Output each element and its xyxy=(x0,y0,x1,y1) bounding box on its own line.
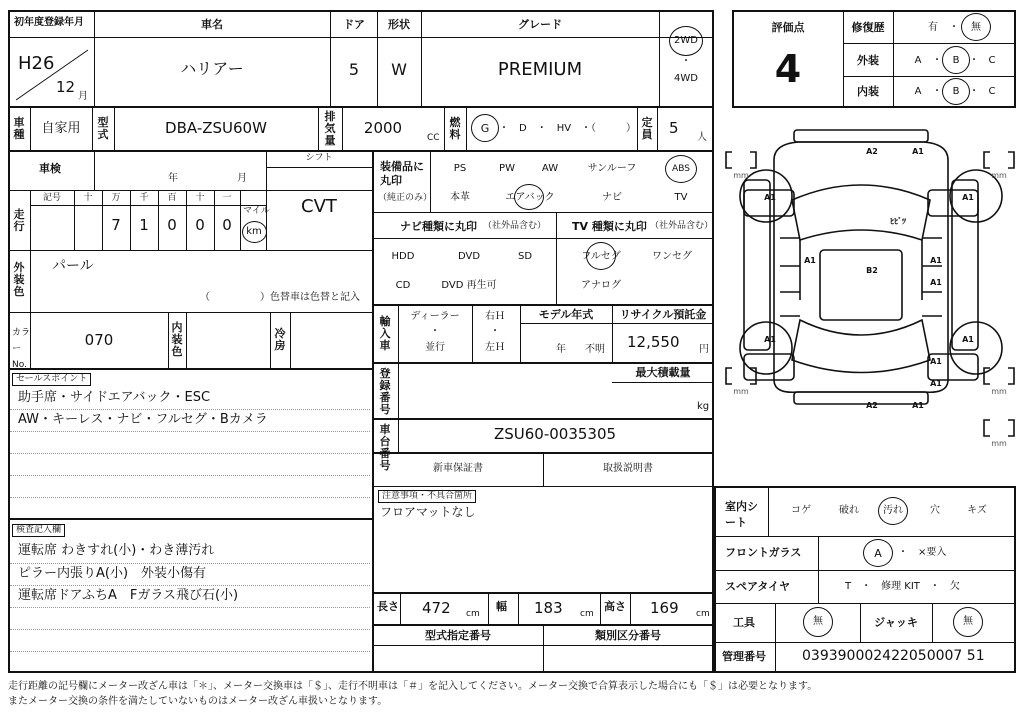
fuel-rest: ・ D ・ HV ・（ ） xyxy=(499,123,637,134)
fuel-g: G xyxy=(480,122,490,135)
int-grade-b: B xyxy=(952,86,960,97)
km-label: km xyxy=(246,226,262,237)
digit-header-4: 百 xyxy=(167,193,177,203)
equip-sunroof: サンルーフ xyxy=(587,163,637,174)
width-cm: cm xyxy=(580,609,594,619)
mark-b2: B2 xyxy=(866,266,878,275)
warranty-label: 新車保証書 xyxy=(433,463,483,474)
shift-label: シフト xyxy=(305,153,333,163)
spare-items: T ・ 修理 KIT ・ 欠 xyxy=(845,581,960,592)
model-value: DBA-ZSU60W xyxy=(165,119,267,137)
check-label: 検査記入欄 xyxy=(12,524,65,537)
ext-grade-b: B xyxy=(952,55,960,66)
jack-label: ジャッキ xyxy=(874,616,918,629)
seat-kizu: キズ xyxy=(967,505,987,516)
doors-value: 5 xyxy=(348,60,360,79)
digit-ichi: 0 xyxy=(222,216,232,234)
car-damage-diagram xyxy=(722,120,1020,480)
chassis-value: ZSU60-0035305 xyxy=(493,425,617,443)
control-number: 039390002422050007 51 xyxy=(802,648,985,664)
mark-a1-l1: A1 xyxy=(804,256,816,265)
tv-fullseg: フルセグ xyxy=(581,251,621,262)
tools-value: 無 xyxy=(813,616,823,627)
tv-sub: （社外品含む） xyxy=(650,221,714,231)
car-name: ハリアー xyxy=(180,59,244,78)
footer-line-2: またメーター交換の条件を満たしていないものはメーター改ざん車扱いとなります。 xyxy=(8,696,388,707)
capacity-label: 定員 xyxy=(641,116,653,141)
first-reg-label: 初年度登録年月 xyxy=(14,17,84,28)
mm-spare: mm xyxy=(991,439,1007,448)
capacity-unit: 人 xyxy=(697,132,707,143)
import-right-h: 右Ｈ xyxy=(485,311,505,322)
int-sep-2: ・ xyxy=(969,86,979,97)
navi-dvd: DVD xyxy=(457,251,481,262)
score-value: 4 xyxy=(774,47,802,91)
score-label: 評価点 xyxy=(771,21,805,34)
jack-value: 無 xyxy=(963,616,973,627)
control-label: 管理番号 xyxy=(722,650,766,663)
mark-a1-r4: A1 xyxy=(930,379,942,388)
int-sep-1: ・ xyxy=(932,86,942,97)
ext-color-value: パール xyxy=(52,258,94,274)
mark-a1-top: A1 xyxy=(912,147,924,156)
repair-sep: ・ xyxy=(949,22,959,33)
length-label: 長さ xyxy=(377,600,399,613)
repair-label: 修復歴 xyxy=(851,21,885,34)
mark-a1-fr: A1 xyxy=(962,193,974,202)
shift-value: CVT xyxy=(301,196,337,217)
tv-label: TV 種類に丸印 xyxy=(572,220,647,233)
reg-month-unit: 月 xyxy=(78,91,88,102)
digit-header-0: 記号 xyxy=(42,193,62,203)
glass-label: フロントガラス xyxy=(725,546,802,559)
import-dot-2: ・ xyxy=(490,326,500,337)
height-cm: cm xyxy=(696,609,710,619)
navi-dvd-play: DVD 再生可 xyxy=(441,280,497,291)
car-name-label: 車名 xyxy=(201,18,223,31)
repair-yes: 有 xyxy=(928,22,938,33)
tv-oneseg: ワンセグ xyxy=(652,251,692,262)
equipment-sub: （純正のみ） xyxy=(378,193,433,203)
equipment-label: 装備品に丸印 xyxy=(380,160,424,187)
tv-analog: アナログ xyxy=(581,280,621,291)
drive-4wd: 4WD xyxy=(674,73,698,84)
navi-hdd: HDD xyxy=(391,251,415,262)
mark-a2-bottom: A2 xyxy=(866,401,878,410)
digit-header-2: 万 xyxy=(111,193,121,203)
max-load-label: 最大積載量 xyxy=(635,366,691,379)
notes-value: フロアマットなし xyxy=(380,505,476,519)
reg-month: 12 xyxy=(56,78,76,96)
width-value: 183 xyxy=(534,599,563,617)
mark-a2-top: A2 xyxy=(866,147,878,156)
color-no-value: 070 xyxy=(84,331,114,349)
ext-grade-a: A xyxy=(914,55,922,66)
digit-juu: 0 xyxy=(195,216,205,234)
color-no-label: カラーNo. xyxy=(12,328,31,370)
seat-koge: コゲ xyxy=(791,505,811,516)
glass-a: A xyxy=(874,547,882,560)
recycle-value: 12,550 xyxy=(627,333,680,351)
model-year-unknown: 不明 xyxy=(585,344,605,355)
model-year-unit: 年 xyxy=(556,344,566,355)
manual-label: 取扱説明書 xyxy=(603,463,653,474)
use-value: 自家用 xyxy=(41,121,81,136)
equip-pw: PW xyxy=(499,163,515,174)
equip-ps: PS xyxy=(453,163,467,174)
seat-label: 室内シート xyxy=(725,500,758,529)
mm-fl: mm xyxy=(733,171,749,180)
equip-abs: ABS xyxy=(672,164,690,174)
mark-a1-fl: A1 xyxy=(764,193,776,202)
ext-grade-c: C xyxy=(988,55,996,66)
equip-airbag: エアバック xyxy=(505,192,555,203)
shaken-month-unit: 月 xyxy=(237,173,247,184)
plate-label: 登録番号 xyxy=(379,367,391,416)
fuel-label: 燃料 xyxy=(449,116,461,141)
drive-2wd: 2WD xyxy=(674,35,698,46)
digit-header-6: 一 xyxy=(222,193,232,203)
int-grade-c: C xyxy=(988,86,996,97)
digit-sen: 1 xyxy=(139,216,149,234)
type-no-label: 型式指定番号 xyxy=(425,629,491,642)
drive-dot: ・ xyxy=(681,56,691,67)
sales-label: セールスポイント xyxy=(12,373,91,386)
mile-label: マイル xyxy=(243,206,270,216)
chassis-label: 車台番号 xyxy=(379,423,391,472)
tools-label: 工具 xyxy=(733,616,755,629)
import-parallel: 並行 xyxy=(425,342,445,353)
grade-value: PREMIUM xyxy=(497,59,583,80)
equip-navi: ナビ xyxy=(602,192,622,203)
length-cm: cm xyxy=(466,609,480,619)
equip-tv: TV xyxy=(674,192,688,203)
ext-sep-2: ・ xyxy=(969,55,979,66)
color-change-note: （ ）色替車は色替と記入 xyxy=(200,292,360,303)
digit-header-5: 十 xyxy=(195,193,205,203)
grade-label: グレード xyxy=(518,18,562,31)
import-left-h: 左Ｈ xyxy=(485,342,505,353)
navi-sub: （社外品含む） xyxy=(483,221,547,231)
mileage-label: 走行 xyxy=(13,208,25,233)
shape-label: 形状 xyxy=(388,18,410,31)
equip-aw: AW xyxy=(541,163,559,174)
ac-label: 冷房 xyxy=(274,327,286,352)
sales-line-1: 助手席・サイドエアバック・ESC xyxy=(18,390,211,405)
capacity-value: 5 xyxy=(669,119,679,137)
reg-era-year: H26 xyxy=(18,53,55,74)
digit-man: 7 xyxy=(111,216,121,234)
notes-label: 注意事項・不具合箇所 xyxy=(378,490,476,503)
exterior-label: 外装 xyxy=(857,54,879,67)
mm-fr: mm xyxy=(991,171,1007,180)
mark-hibi: ﾋﾋﾞﾂ xyxy=(890,217,906,226)
check-line-3: 運転席ドアふちA Fガラス飛び石(小) xyxy=(18,588,239,603)
spare-label: スペアタイヤ xyxy=(725,580,791,593)
ext-sep-1: ・ xyxy=(932,55,942,66)
mark-a1-r3: A1 xyxy=(930,357,942,366)
check-line-1: 運転席 わきすれ(小)・わき薄汚れ xyxy=(18,543,215,558)
ext-color-label: 外装色 xyxy=(13,261,25,298)
shape-value: W xyxy=(391,60,407,79)
length-value: 472 xyxy=(422,599,451,617)
mm-rl: mm xyxy=(733,387,749,396)
displacement-value: 2000 xyxy=(363,119,403,137)
model-label: 型式 xyxy=(97,116,109,141)
mark-a1-r2: A1 xyxy=(930,278,942,287)
kg-unit: kg xyxy=(697,401,710,412)
mark-a1-bottom: A1 xyxy=(912,401,924,410)
class-no-label: 類別区分番号 xyxy=(595,629,661,642)
equip-leather: 本革 xyxy=(450,192,470,203)
recycle-yen: 円 xyxy=(699,344,709,355)
import-dealer: ディーラー xyxy=(410,311,460,322)
sales-line-2: AW・キーレス・ナビ・フルセグ・Bカメラ xyxy=(18,412,268,427)
mark-a1-r1: A1 xyxy=(930,256,942,265)
doors-label: ドア xyxy=(343,18,365,31)
mark-a1-rr: A1 xyxy=(962,335,974,344)
shaken-label: 車検 xyxy=(39,162,61,175)
glass-rest: ・ ×要入 xyxy=(898,547,947,558)
navi-sd: SD xyxy=(517,251,533,262)
navi-cd: CD xyxy=(395,280,411,291)
digit-header-3: 千 xyxy=(139,193,149,203)
seat-yabure: 破れ xyxy=(839,505,859,516)
seat-ana: 穴 xyxy=(930,505,940,516)
mark-a1-rl: A1 xyxy=(764,335,776,344)
seat-yogore: 汚れ xyxy=(883,505,903,516)
shaken-year-unit: 年 xyxy=(168,173,178,184)
height-label: 高さ xyxy=(604,600,626,613)
import-label: 輸入車 xyxy=(379,315,391,352)
check-line-2: ピラー内張りA(小) 外装小傷有 xyxy=(18,566,207,581)
digit-hyaku: 0 xyxy=(167,216,177,234)
navi-label: ナビ種類に丸印 xyxy=(400,220,477,233)
int-grade-a: A xyxy=(914,86,922,97)
cc-unit: CC xyxy=(427,133,440,143)
repair-no: 無 xyxy=(971,22,981,33)
interior-label: 内装 xyxy=(857,85,879,98)
height-value: 169 xyxy=(650,599,679,617)
displacement-label: 排気量 xyxy=(324,110,336,147)
digit-header-1: 十 xyxy=(83,193,93,203)
mm-rr: mm xyxy=(991,387,1007,396)
recycle-label: リサイクル預託金 xyxy=(619,308,707,321)
use-label: 車種 xyxy=(13,116,25,141)
int-color-label: 内装色 xyxy=(171,321,183,358)
import-dot-1: ・ xyxy=(430,326,440,337)
model-year-label: モデル年式 xyxy=(538,308,594,321)
footer-line-1: 走行距離の記号欄にメーター改ざん車は「＊」、メーター交換車は「＄」、走行不明車は「＃」を記入してください。メーター交換で合算表示した場合にも「＄」は必要となります。 xyxy=(8,681,818,692)
width-label: 幅 xyxy=(496,600,507,613)
